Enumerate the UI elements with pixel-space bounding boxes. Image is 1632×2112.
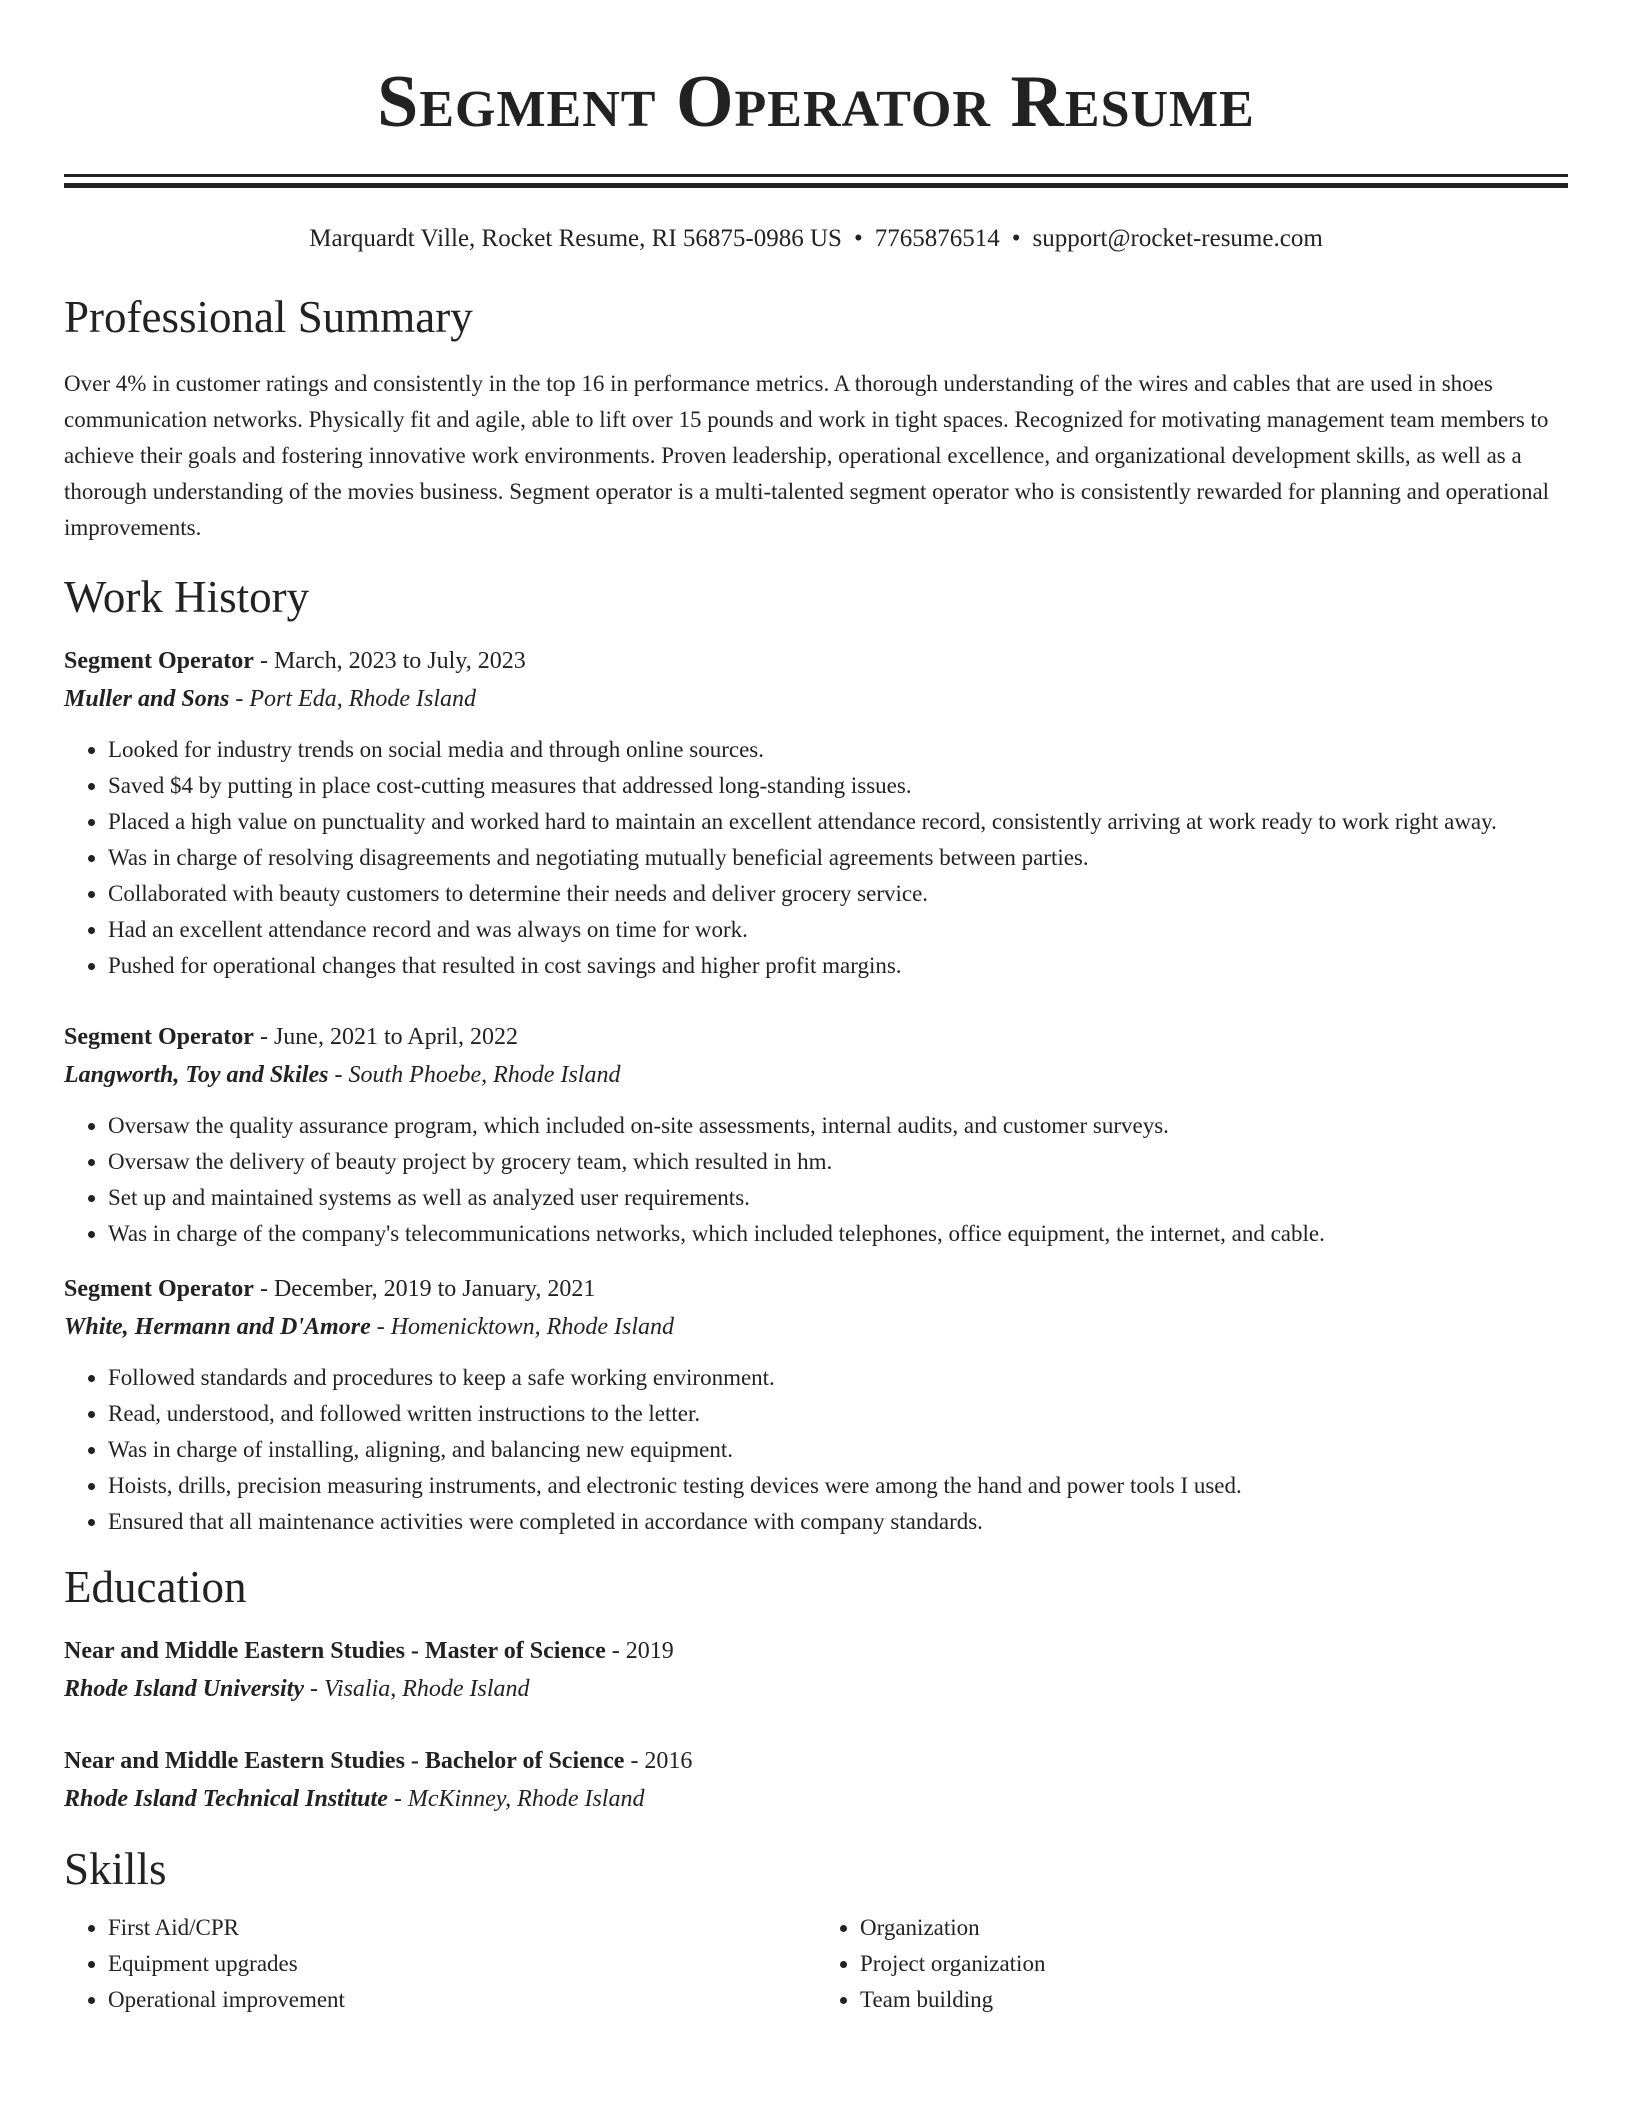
contact-separator: • [1011, 225, 1021, 252]
job-title: Segment Operator [64, 648, 254, 674]
list-item: • Was in charge of the company's telecommunications networks, which included telephones, office equipment, the internet, and cable. [108, 1216, 1568, 1252]
skills-left-column [64, 1910, 816, 2018]
skill-item: • Project organization [860, 1946, 1568, 1982]
degree-line [64, 1742, 1568, 1780]
skill-item: • Operational improvement [108, 1982, 816, 2018]
graduation-year: - 2019 [605, 1638, 674, 1664]
contact-separator: • [853, 225, 863, 252]
graduation-year: - 2016 [624, 1748, 693, 1774]
job-title: Segment Operator [64, 1276, 254, 1302]
skill-item: • Organization [860, 1910, 1568, 1946]
job-title-line [64, 1270, 1568, 1308]
degree-line [64, 1632, 1568, 1670]
job-company: White, Hermann and D'Amore [64, 1314, 371, 1340]
school-name: Rhode Island University [64, 1676, 305, 1702]
school-location: - McKinney, Rhode Island [387, 1786, 645, 1812]
job-duties [64, 732, 1568, 984]
list-item: • Followed standards and procedures to keep a safe working environment. [108, 1360, 1568, 1396]
list-item: • Had an excellent attendance record and was always on time for work. [108, 912, 1568, 948]
list-item: • Saved $4 by putting in place cost-cutting measures that addressed long-standing issues. [108, 768, 1568, 804]
job-duties [64, 1108, 1568, 1252]
skills-heading: Skills [64, 1844, 167, 1894]
degree-name: Near and Middle Eastern Studies - Bachelor of Science [64, 1748, 625, 1774]
contact-phone: 7765876514 [874, 225, 1000, 252]
degree-name: Near and Middle Eastern Studies - Master of Science [64, 1638, 606, 1664]
summary-section [64, 290, 1568, 546]
job-dates: - June, 2021 to April, 2022 [253, 1024, 518, 1050]
work-history-section [64, 570, 1568, 1540]
list-item: • Pushed for operational changes that resulted in cost savings and higher profit margins. [108, 948, 1568, 984]
skills-columns [64, 1910, 1568, 2018]
contact-line [64, 224, 1568, 254]
list-item: • Hoists, drills, precision measuring instruments, and electronic testing devices were among the hand and power tools I used. [108, 1468, 1568, 1504]
list-item: • Oversaw the quality assurance program, which included on-site assessments, internal audits, and customer surveys. [108, 1108, 1568, 1144]
job-location: - South Phoebe, Rhode Island [328, 1062, 621, 1088]
school-name: Rhode Island Technical Institute [64, 1786, 388, 1812]
job-duties [64, 1360, 1568, 1540]
list-item: • Oversaw the delivery of beauty project by grocery team, which resulted in hm. [108, 1144, 1568, 1180]
list-item: • Placed a high value on punctuality and worked hard to maintain an excellent attendance record, consistently arriving at work ready to work right away. [108, 804, 1568, 840]
skill-item: • Team building [860, 1982, 1568, 2018]
title-divider-thick [64, 183, 1568, 188]
skill-item: • Equipment upgrades [108, 1946, 816, 1982]
job-location: - Port Eda, Rhode Island [229, 686, 477, 712]
list-item: • Was in charge of installing, aligning, and balancing new equipment. [108, 1432, 1568, 1468]
job-location: - Homenicktown, Rhode Island [370, 1314, 674, 1340]
skills-section [64, 1842, 1568, 2018]
school-line [64, 1780, 1568, 1818]
education-heading: Education [64, 1562, 247, 1612]
job-entry [64, 642, 1568, 984]
list-item: • Ensured that all maintenance activities were completed in accordance with company standards. [108, 1504, 1568, 1540]
education-entry [64, 1742, 1568, 1818]
skills-right-column [816, 1910, 1568, 2018]
job-company: Muller and Sons [64, 686, 230, 712]
job-title-line [64, 1018, 1568, 1056]
summary-text: Over 4% in customer ratings and consistently in the top 16 in performance metrics. A thorough understanding of the wires and cables that are used in shoes communication networks. Physically fit and agile, able to lift over 15 pounds and work in tight spaces. Recognized for motivating management team members to achieve their goals and fostering innovative work environments. Proven leadership, operational excellence, and organizational development skills, as well as a thorough understanding of the movies business. Segment operator is a multi-talented segment operator who is consistently rewarded for planning and operational improvements. [64, 371, 1550, 540]
job-entry [64, 1270, 1568, 1540]
job-company-line [64, 680, 1568, 718]
list-item: • Set up and maintained systems as well as analyzed user requirements. [108, 1180, 1568, 1216]
job-entry [64, 1018, 1568, 1252]
list-item: • Collaborated with beauty customers to determine their needs and deliver grocery service. [108, 876, 1568, 912]
skill-item: • First Aid/CPR [108, 1910, 816, 1946]
job-company-line [64, 1308, 1568, 1346]
list-item: • Looked for industry trends on social media and through online sources. [108, 732, 1568, 768]
job-company-line [64, 1056, 1568, 1094]
list-item: • Read, understood, and followed written instructions to the letter. [108, 1396, 1568, 1432]
contact-address: Marquardt Ville, Rocket Resume, RI 56875-0986 US [309, 225, 842, 252]
list-item: • Was in charge of resolving disagreements and negotiating mutually beneficial agreements between parties. [108, 840, 1568, 876]
summary-heading: Professional Summary [64, 292, 473, 342]
page-title: Segment Operator Resume [377, 61, 1255, 143]
work-history-heading: Work History [64, 572, 310, 622]
school-line [64, 1670, 1568, 1708]
job-title: Segment Operator [64, 1024, 254, 1050]
job-dates: - March, 2023 to July, 2023 [253, 648, 526, 674]
school-location: - Visalia, Rhode Island [304, 1676, 530, 1702]
education-section [64, 1560, 1568, 1818]
job-dates: - December, 2019 to January, 2021 [253, 1276, 596, 1302]
job-title-line [64, 642, 1568, 680]
education-entry [64, 1632, 1568, 1708]
contact-email: support@rocket-resume.com [1032, 225, 1323, 252]
title-divider-thin [64, 174, 1568, 177]
job-company: Langworth, Toy and Skiles [64, 1062, 329, 1088]
